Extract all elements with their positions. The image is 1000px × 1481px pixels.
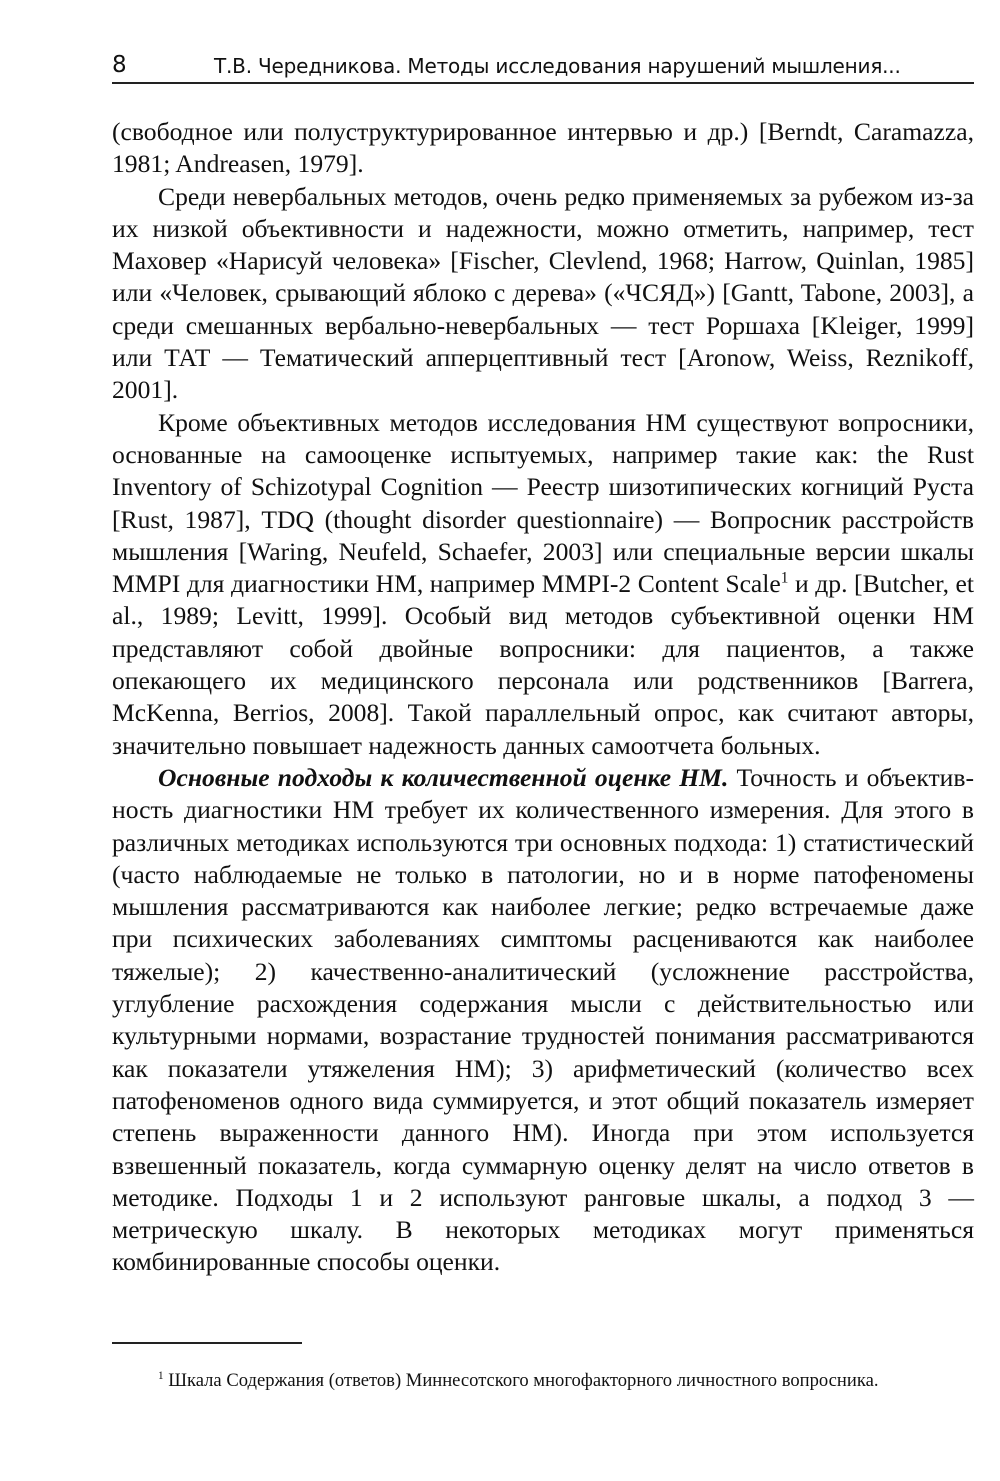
paragraph-4-text: Точность и объективность диагностики НМ требует их количественного измерения. Для этого в различных методиках используются три основных подхода: 1) статистический (часто наблюдаемые не только в патологии, но и в норме патофеномены мышления рассматриваются как наиболее легкие; редко встречаемые даже при психических заболеваниях симптомы расцениваются как наиболее тяжелые); 2) качественно-аналитический (усложнение расстройства, углубление расхождения содержания мысли с действительностью или культурными нормами, возрастание трудностей понимания рассматриваются как показатели утяжеления НМ); 3) арифметический (количество всех патофеноменов одного вида суммируется, и этот общий показатель измеряет степень выраженности данного НМ). Иногда при этом используется взвешенный показатель, когда суммарную оценку делят на число ответов в методике. Подходы 1 и 2 используют ранговые шкалы, а подход 3 — метрическую шкалу. В некоторых методиках могут применяться комбинированные способы оценки.	[112, 762, 974, 1277]
header-rule	[112, 82, 974, 84]
running-title: Т.В. Чередникова. Методы исследования нарушений мышления...	[214, 54, 901, 78]
footnote-reference: 1	[780, 569, 789, 587]
footnote-text: Шкала Содержания (ответов) Миннесотского многофакторного личностного вопросника.	[163, 1370, 879, 1391]
paragraph-4	[112, 762, 974, 1279]
footnote	[112, 1368, 974, 1394]
page-number: 8	[112, 52, 127, 78]
paragraph-2: Среди невербальных методов, очень редко применяемых за рубежом из-за их низкой объективности и надежности, можно отметить, например, тест Маховер «Нарисуй человека» [Fischer, Clevlend, 1968; Harrow, Quinlan, 1985] или «Человек, срывающий яблоко с дерева» («ЧСЯД») [Gantt, Tabone, 2003], а среди смешанных вербально-невербальных — тест Роршаха [Kleiger, 1999] или ТАТ — Тематический апперцептивный тест [Aronow, Weiss, Reznikoff, 2001].	[112, 181, 974, 405]
paragraph-3	[112, 407, 974, 762]
paragraph-3-text-b: и др. [Butcher, et al., 1989; Levitt, 1999]. Особый вид методов субъективной оценки НМ представляют собой двойные вопросники: для пациентов, а также опекающего их медицинского персонала или родственников [Barrera, McKenna, Berrios, 2008]. Такой параллельный опрос, как считают авторы, значительно повышает надежность данных самоотчета больных.	[112, 569, 974, 760]
footnote-rule	[112, 1342, 302, 1344]
section-lead-in: Основные подходы к количественной оценке НМ.	[158, 762, 729, 792]
footnote-marker: 1	[158, 1369, 164, 1382]
body-text	[112, 116, 974, 1279]
page-header	[112, 48, 974, 84]
paragraph-3-text-a: Кроме объективных методов исследования НМ существуют вопросники, основанные на самооценке испытуемых, например такие как: the Rust Inventory of Schizotypal Cognition — Реестр шизотипических когниций Руста [Rust, 1987], TDQ (thought disorder questionnaire) — Вопросник расстройств мышления [Waring, Neufeld, Schaefer, 2003] или специальные версии шкалы MMPI для диагностики НМ, например MMPI-2 Content Scale	[112, 407, 974, 599]
paragraph-1: (свободное или полуструктурированное интервью и др.) [Berndt, Caramazza, 1981; Andreasen, 1979].	[112, 117, 974, 179]
